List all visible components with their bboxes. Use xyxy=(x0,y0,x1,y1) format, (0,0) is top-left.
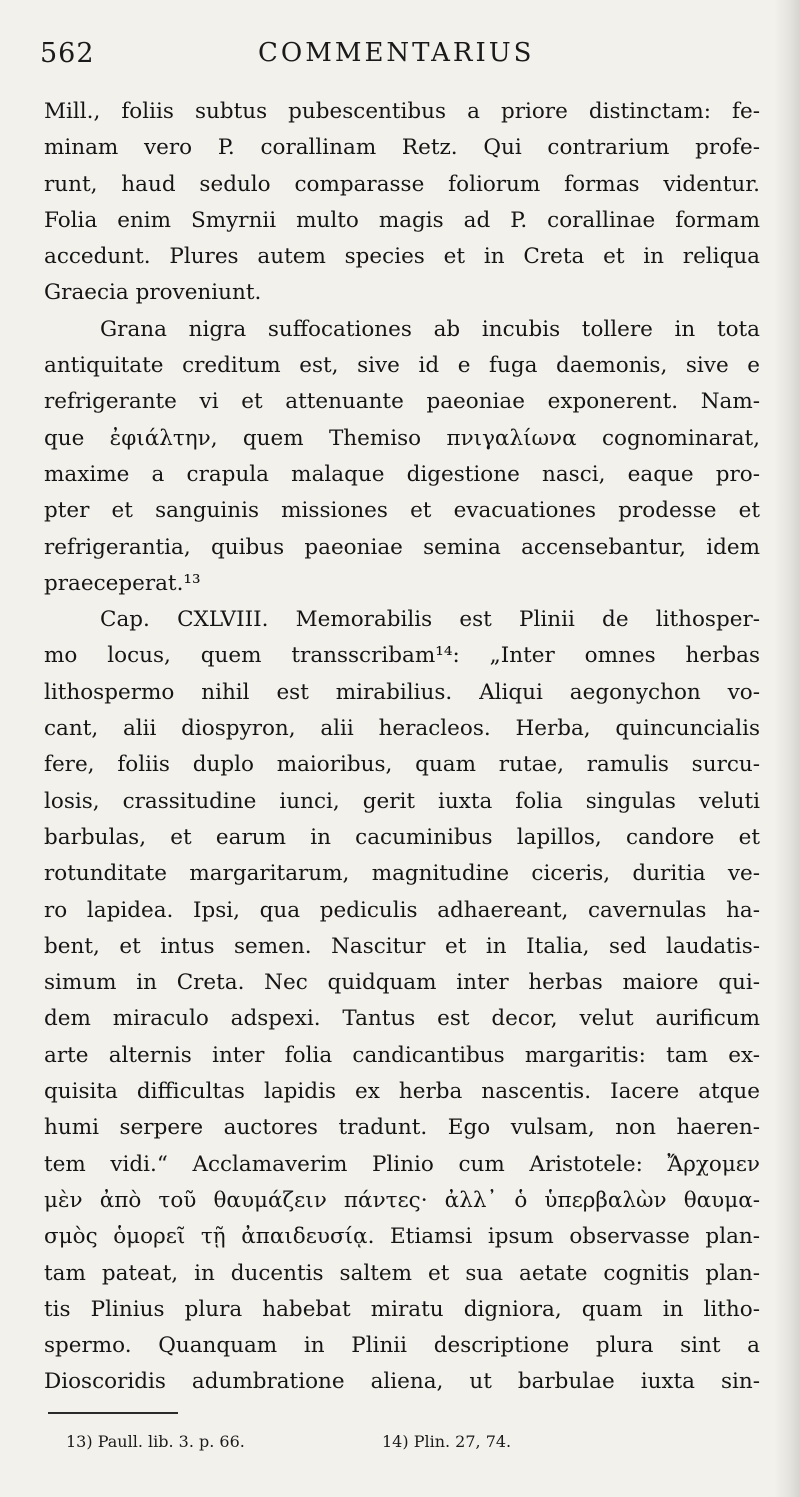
text-line: mo locus, quem transscribam¹⁴: „Inter omnes herbas xyxy=(44,643,760,669)
text-line: losis, crassitudine iunci, gerit iuxta folia singulas veluti xyxy=(44,788,760,814)
footnote-14: 14) Plin. 27, 74. xyxy=(382,1432,512,1451)
text-line: quisita difficultas lapidis ex herba nascentis. Iacere atque xyxy=(44,1079,760,1105)
text-line: simum in Creta. Nec quidquam inter herbas maiore qui- xyxy=(44,970,760,996)
text-line: arte alternis inter folia candicantibus margaritis: tam ex- xyxy=(44,1042,760,1068)
text-line: σμὸς ὁμορεῖ τῇ ἀπαιδευσίᾳ. Etiamsi ipsum observasse plan- xyxy=(44,1224,760,1250)
text-line: praeceperat.¹³ xyxy=(44,570,201,596)
text-line: lithospermo nihil est mirabilius. Aliqui aegonychon vo- xyxy=(44,679,760,705)
text-line: Dioscoridis adumbratione aliena, ut barbulae iuxta sin- xyxy=(44,1369,760,1395)
page-number: 562 xyxy=(40,38,95,69)
footnote-13: 13) Paull. lib. 3. p. 66. xyxy=(66,1432,245,1451)
text-line: refrigerantia, quibus paeoniae semina accensebantur, idem xyxy=(44,534,760,560)
text-line: spermo. Quanquam in Plinii descriptione plura sint a xyxy=(44,1333,760,1359)
running-head: COMMENTARIUS xyxy=(258,38,535,68)
text-line: Folia enim Smyrnii multo magis ad P. corallinae formam xyxy=(44,207,760,233)
text-line: fere, foliis duplo maioribus, quam rutae, ramulis surcu- xyxy=(44,752,760,778)
text-line: cant, alii diospyron, alii heracleos. Herba, quincuncialis xyxy=(44,716,760,742)
text-line: pter et sanguinis missiones et evacuationes prodesse et xyxy=(44,498,760,524)
text-line: refrigerante vi et attenuante paeoniae exponerent. Nam- xyxy=(44,389,760,415)
text-line: tam pateat, in ducentis saltem et sua aetate cognitis plan- xyxy=(44,1260,760,1286)
text-line: antiquitate creditum est, sive id e fuga daemonis, sive e xyxy=(44,353,760,379)
text-line: humi serpere auctores tradunt. Ego vulsam, non haeren- xyxy=(44,1115,760,1141)
text-line: bent, et intus semen. Nascitur et in Italia, sed laudatis- xyxy=(44,933,760,959)
text-line: que ἐφιάλτην, quem Themiso πνιγαλίωνα cognominarat, xyxy=(44,425,760,451)
paragraph-start-line: Cap. CXLVIII. Memorabilis est Plinii de lithosper- xyxy=(100,607,760,633)
footnote-divider xyxy=(48,1412,178,1414)
page-edge-shadow xyxy=(774,0,800,1497)
text-line: tis Plinius plura habebat miratu digniora, quam in litho- xyxy=(44,1296,760,1322)
text-line: μὲν ἀπὸ τοῦ θαυμάζειν πάντες· ἀλλ᾽ ὁ ὑπερβαλὼν θαυμα- xyxy=(44,1187,760,1213)
text-line: rotunditate margaritarum, magnitudine ciceris, duritia ve- xyxy=(44,861,760,887)
text-line: ro lapidea. Ipsi, qua pediculis adhaereant, cavernulas ha- xyxy=(44,897,760,923)
text-line: tem vidi.“ Acclamaverim Plinio cum Aristotele: Ἄρχομεν xyxy=(44,1151,760,1177)
text-line: minam vero P. corallinam Retz. Qui contrarium profe- xyxy=(44,135,760,161)
page-header xyxy=(40,34,760,78)
text-line: maxime a crapula malaque digestione nasci, eaque pro- xyxy=(44,461,760,487)
footnotes xyxy=(66,1432,756,1462)
text-line: accedunt. Plures autem species et in Creta et in reliqua xyxy=(44,244,760,270)
text-line: runt, haud sedulo comparasse foliorum formas videntur. xyxy=(44,171,760,197)
body-text xyxy=(44,94,760,1401)
text-line: Graecia proveniunt. xyxy=(44,280,262,306)
text-line: Mill., foliis subtus pubescentibus a priore distinctam: fe- xyxy=(44,99,760,124)
text-line: barbulas, et earum in cacuminibus lapillos, candore et xyxy=(44,824,760,850)
text-line: dem miraculo adspexi. Tantus est decor, velut aurificum xyxy=(44,1006,760,1032)
paragraph-start-line: Grana nigra suffocationes ab incubis tollere in tota xyxy=(100,316,760,342)
